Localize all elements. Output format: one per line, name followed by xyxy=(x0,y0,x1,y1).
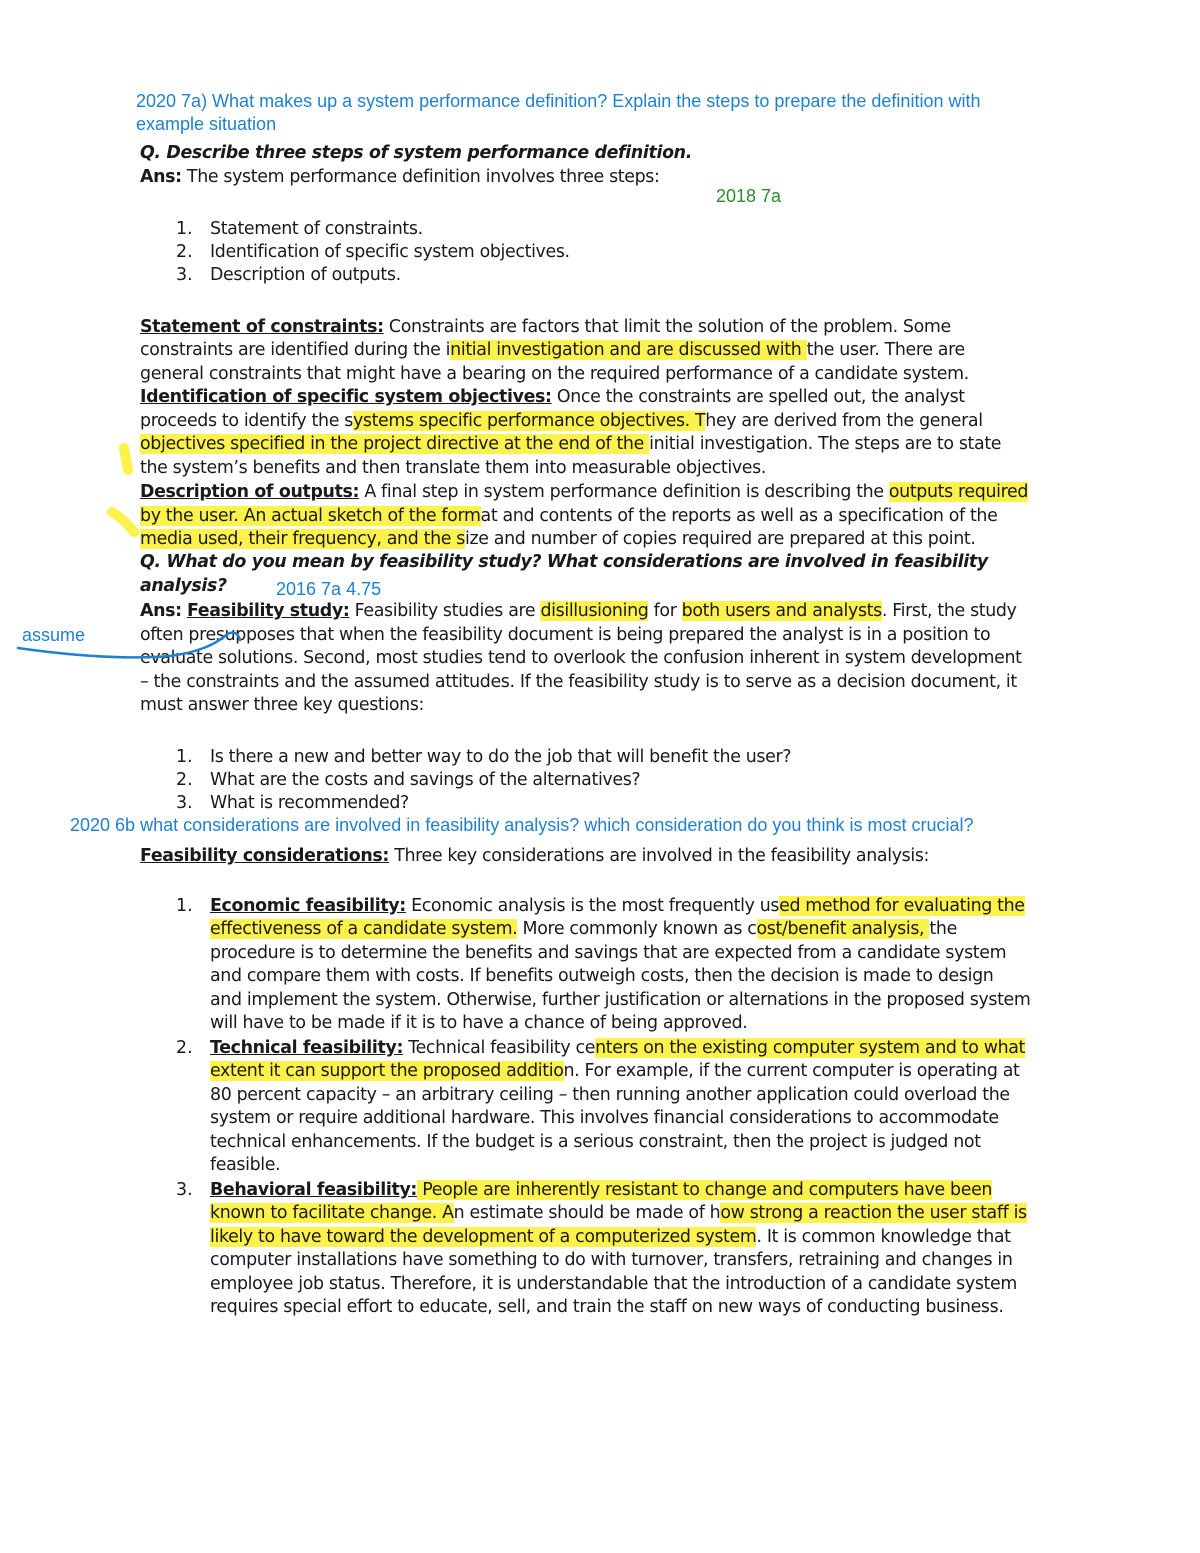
economic-line: will have to be made if it is to have a chance of being approved. xyxy=(210,1013,748,1033)
list-item: Is there a new and better way to do the job that will benefit the user? xyxy=(210,747,792,767)
list-number: 3. xyxy=(176,793,193,813)
margin-note-assume: assume xyxy=(22,625,86,645)
list-item: What are the costs and savings of the alternatives? xyxy=(210,770,641,790)
paragraph-objectives-line: proceeds to identify the systems specific performance objectives. They are derived from the general xyxy=(140,411,983,431)
question-2020-7a-line2: example situation xyxy=(136,114,277,134)
behavioral-line: requires special effort to educate, sell, and train the staff on new ways of conducting business. xyxy=(210,1297,1004,1317)
paragraph-objectives-line: objectives specified in the project directive at the end of the initial investigation. The steps are to state xyxy=(140,434,1002,454)
assume-underline-stroke xyxy=(18,633,240,658)
behavioral-line: computer installations have something to do with turnover, transfers, retraining and changes in xyxy=(210,1250,1013,1270)
list-number: 2. xyxy=(176,770,193,790)
paragraph-constraints-line: constraints are identified during the initial investigation and are discussed with the user. There are xyxy=(140,340,965,360)
paragraph-outputs-line: media used, their frequency, and the size and number of copies required are prepared at this point. xyxy=(140,529,976,549)
technical-line: system or require additional hardware. This involves financial considerations to accommodate xyxy=(210,1108,999,1128)
list-number: 1. xyxy=(176,747,193,767)
behavioral-line: employee job status. Therefore, it is understandable that the introduction of a candidate system xyxy=(210,1274,1017,1294)
paragraph-feasibility-line: – the constraints and the assumed attitudes. If the feasibility study is to serve as a decision document, it xyxy=(140,672,1017,692)
paragraph-feasibility-line: evaluate solutions. Second, most studies tend to overlook the confusion inherent in system development xyxy=(140,648,1022,668)
list-item: Statement of constraints. xyxy=(210,219,423,239)
question-feasibility-study-line2: analysis? xyxy=(140,576,227,596)
economic-line: procedure is to determine the benefits and savings that are expected from a candidate system xyxy=(210,943,1007,963)
list-number: 1. xyxy=(176,896,193,916)
list-number: 1. xyxy=(176,219,193,239)
question-2020-6b: 2020 6b what considerations are involved in feasibility analysis? which consideration do you think is most crucial? xyxy=(70,815,974,835)
paragraph-feasibility-line: Ans: Feasibility study: Feasibility studies are disillusioning for both users and analysts. First, the study xyxy=(140,601,1017,621)
technical-line: extent it can support the proposed addition. For example, if the current computer is operating at xyxy=(210,1061,1020,1081)
economic-line: and implement the system. Otherwise, further justification or alternations in the proposed system xyxy=(210,990,1031,1010)
paragraph-objectives-line: the system’s benefits and then translate them into measurable objectives. xyxy=(140,458,767,478)
paragraph-outputs-line: by the user. An actual sketch of the format and contents of the reports as well as a specification of the xyxy=(140,506,998,526)
list-item: What is recommended? xyxy=(210,793,409,813)
economic-line: effectiveness of a candidate system. More commonly known as cost/benefit analysis, the xyxy=(210,919,957,939)
reference-2016-7a: 2016 7a 4.75 xyxy=(276,579,382,599)
list-number: 2. xyxy=(176,242,193,262)
technical-line: technical enhancements. If the budget is a serious constraint, then the project is judged not xyxy=(210,1132,981,1152)
economic-line: Economic feasibility: Economic analysis is the most frequently used method for evaluating the xyxy=(210,896,1025,916)
list-number: 2. xyxy=(176,1038,193,1058)
reference-2018-7a: 2018 7a xyxy=(716,186,782,206)
considerations-intro: Feasibility considerations: Three key considerations are involved in the feasibility analysis: xyxy=(140,846,930,866)
technical-line: Technical feasibility: Technical feasibility centers on the existing computer system and to what xyxy=(210,1038,1026,1058)
answer-performance-intro: Ans: The system performance definition involves three steps: xyxy=(140,167,660,187)
question-performance-definition: Q. Describe three steps of system performance definition. xyxy=(140,143,692,163)
economic-line: and compare them with costs. If benefits outweigh costs, then the decision is made to design xyxy=(210,966,994,986)
question-feasibility-study-line1: Q. What do you mean by feasibility study? What considerations are involved in feasibility xyxy=(140,552,988,572)
paragraph-feasibility-line: must answer three key questions: xyxy=(140,695,425,715)
list-number: 3. xyxy=(176,1180,193,1200)
technical-line: feasible. xyxy=(210,1155,281,1175)
list-number: 3. xyxy=(176,265,193,285)
paragraph-feasibility-line: often presupposes that when the feasibility document is being prepared the analyst is in a position to xyxy=(140,625,991,645)
behavioral-line: known to facilitate change. An estimate should be made of how strong a reaction the user staff is xyxy=(210,1203,1027,1223)
question-2020-7a-line1: 2020 7a) What makes up a system performance definition? Explain the steps to prepare the definition with xyxy=(136,91,981,111)
behavioral-line: Behavioral feasibility: People are inherently resistant to change and computers have been xyxy=(210,1180,993,1200)
behavioral-line: likely to have toward the development of a computerized system. It is common knowledge that xyxy=(210,1227,1011,1247)
paragraph-objectives-line: Identification of specific system objectives: Once the constraints are spelled out, the analyst xyxy=(140,387,965,407)
technical-line: 80 percent capacity – an arbitrary ceiling – then running another application could overload the xyxy=(210,1085,1010,1105)
yellow-margin-mark xyxy=(112,512,134,532)
yellow-margin-mark xyxy=(124,448,128,470)
paragraph-outputs-line: Description of outputs: A final step in system performance definition is describing the outputs required xyxy=(140,482,1029,502)
paragraph-constraints-line: general constraints that might have a bearing on the required performance of a candidate system. xyxy=(140,364,969,384)
list-item: Description of outputs. xyxy=(210,265,401,285)
list-item: Identification of specific system objectives. xyxy=(210,242,570,262)
paragraph-constraints-line: Statement of constraints: Constraints are factors that limit the solution of the problem. Some xyxy=(140,317,951,337)
